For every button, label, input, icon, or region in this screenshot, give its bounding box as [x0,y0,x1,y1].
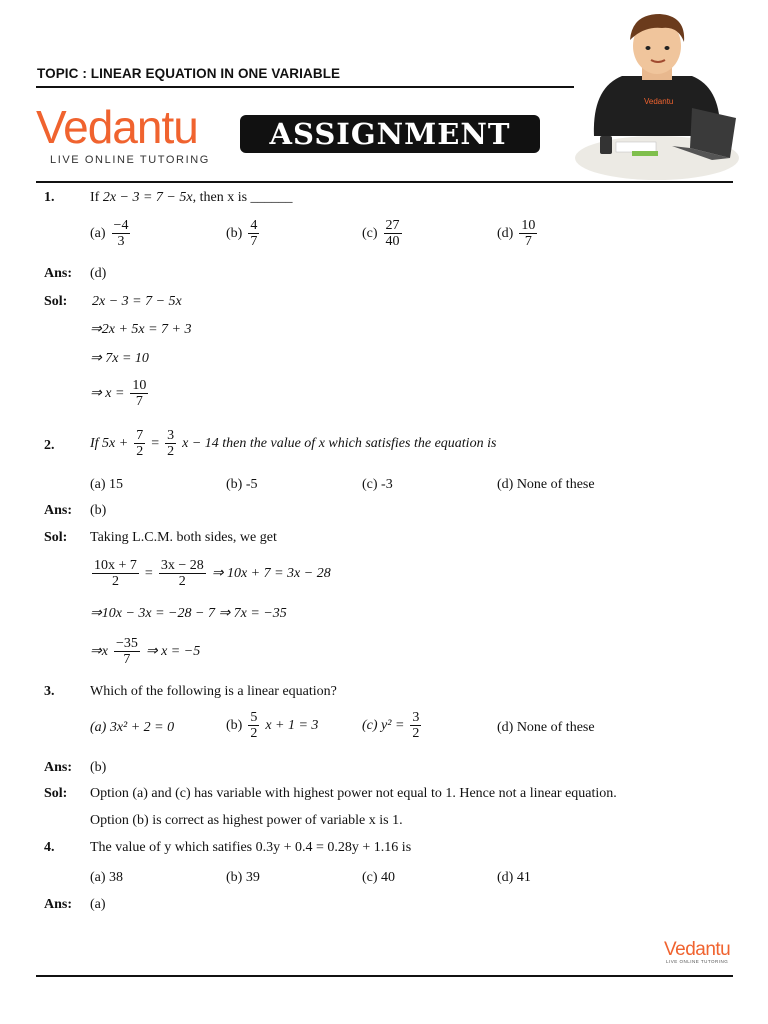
footer-divider [36,975,733,977]
option-label: (d) [497,225,514,241]
option-a [90,218,132,250]
option-d: (d) None of these [497,477,595,492]
solution-fraction: $\frac{10x + 7}{2}$ [94,558,137,590]
answer-label: Ans: [44,760,73,775]
topic-heading: TOPIC : LINEAR EQUATION IN ONE VARIABLE [37,66,341,81]
answer-label: Ans: [44,503,73,518]
footer-tagline: LIVE ONLINE TUTORING [665,959,729,964]
question-lead: If [90,190,100,205]
option-label: (c) [362,225,378,241]
topic-divider [36,86,574,88]
answer-value: (b) [90,760,107,775]
solution-label: Sol: [44,530,68,545]
question-tail: , then x is ______ [192,190,293,205]
solution-step: ⇒10x − 3x = −28 − 7 ⇒ 7x = −35 [90,606,287,621]
solution-fraction: $\frac{3x - 28}{2}$ [160,558,204,590]
answer-label: Ans: [44,266,73,281]
header-divider [36,181,733,183]
footer-logo [664,940,730,964]
solution-step: Option (a) and (c) has variable with highest power not equal to 1. Hence not a linear equation. [90,786,617,801]
question-text: If 5x + $\frac{7}{2}$ = $\frac{3}{2}$ x − 14 then the value of x which satisfies the equation is [90,428,497,460]
option-a: (a) 3x² + 2 = 0 [90,720,175,735]
solution-step: ⇒x $\frac{-35}{7}$ ⇒ x = −5 [90,636,201,668]
question-number: 3. [44,684,55,699]
option-fraction: $\frac{4}{7}$ [250,218,258,250]
solution-step: ⇒2x + 5x = 7 + 3 [90,322,192,337]
option-b: (b) 39 [226,870,260,885]
solution-label: Sol: [44,294,68,309]
option-a: (a) 15 [90,477,124,492]
student-laptop-illustration [572,8,742,184]
question-text: The value of y which satifies 0.3y + 0.4 = 0.28y + 1.16 is [90,840,412,855]
logo-wordmark: Vedantu [36,101,198,153]
option-fraction: $\frac{10}{7}$ [521,218,536,250]
solution-step: 2x − 3 = 7 − 5x [92,294,182,309]
option-label: (b) [226,717,243,733]
solution-fraction: $\frac{10}{7}$ [132,378,147,410]
equation: 2x − 3 = 7 − 5x [102,190,193,205]
option-d: (d) 41 [497,870,531,885]
solution-fraction: $\frac{-35}{7}$ [115,636,138,668]
solution-step: ⇒ x = $\frac{10}{7}$ [90,378,147,410]
option-fraction: $\frac{3}{2}$ [412,710,420,742]
option-fraction: $\frac{-4}{3}$ [113,218,129,250]
question-fraction: $\frac{7}{2}$ [136,428,144,460]
solution-step: Option (b) is correct as highest power of variable x is 1. [90,813,403,828]
shirt-logo: Vedantu [644,97,674,106]
option-label: (a) [90,225,106,241]
solution-step: ⇒ 7x = 10 [90,351,149,366]
question-fraction: $\frac{3}{2}$ [167,428,175,460]
question-text: Which of the following is a linear equation? [90,684,337,699]
option-c: (c) y² = $\frac{3}{2}$ [362,710,420,742]
option-b: (b) $\frac{5}{2}$ x + 1 = 3 [226,710,319,742]
solution-step: Taking L.C.M. both sides, we get [90,530,277,545]
option-d: (d) None of these [497,720,595,735]
question-text [90,190,293,206]
option-a: (a) 38 [90,870,124,885]
option-b [226,218,261,250]
question-number: 1. [44,190,55,205]
vedantu-logo [36,101,210,166]
assignment-banner: ASSIGNMENT [240,115,540,153]
answer-value: (d) [90,266,107,281]
footer-wordmark: Vedantu [664,939,731,960]
solution-step: $\frac{10x + 7}{2}$ = $\frac{3x - 28}{2}$ ⇒ 10x + 7 = 3x − 28 [94,558,331,590]
option-c: (c) 40 [362,870,396,885]
answer-label: Ans: [44,897,73,912]
solution-label: Sol: [44,786,68,801]
option-label: (b) [226,225,243,241]
question-number: 2. [44,438,55,453]
option-fraction: $\frac{27}{40}$ [385,218,400,250]
option-c [362,218,404,250]
option-fraction: $\frac{5}{2}$ [250,710,258,742]
option-b: (b) -5 [226,477,258,492]
answer-value: (a) [90,897,106,912]
question-number: 4. [44,840,55,855]
answer-value: (b) [90,503,107,518]
option-d [497,218,539,250]
logo-tagline: LIVE ONLINE TUTORING [50,154,210,166]
option-c: (c) -3 [362,477,393,492]
